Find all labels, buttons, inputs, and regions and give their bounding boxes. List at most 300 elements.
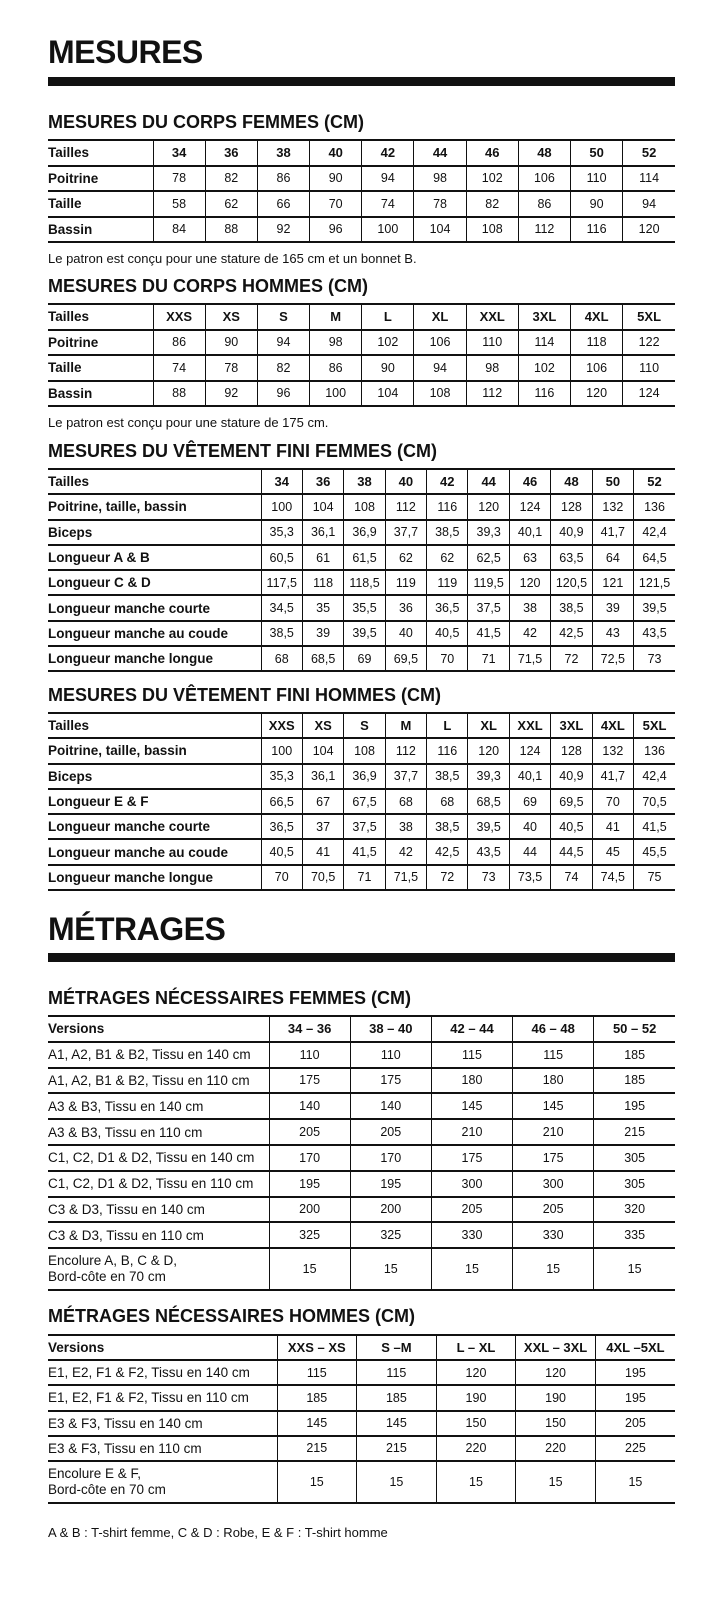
table-cell: 94	[623, 191, 675, 217]
table-cell: 39	[302, 621, 343, 646]
row-label: E3 & F3, Tissu en 140 cm	[48, 1411, 277, 1436]
table-cell: 225	[595, 1436, 675, 1461]
table-cell: 70,5	[302, 865, 343, 890]
table-cell: 62	[385, 545, 426, 570]
table-cell: 38,5	[427, 764, 468, 789]
table-row	[48, 621, 675, 646]
table-row	[48, 570, 675, 595]
row-label: Encolure E & F, Bord-côte en 70 cm	[48, 1461, 277, 1503]
table-cell: 62	[427, 545, 468, 570]
column-header: 44	[414, 140, 466, 166]
table-cell: 320	[594, 1197, 675, 1223]
table-cell: 44	[509, 839, 550, 864]
table-cell: 330	[431, 1222, 512, 1248]
table-cell: 116	[427, 738, 468, 763]
table-cell: 34,5	[261, 595, 302, 620]
table-cell: 115	[277, 1360, 357, 1385]
header-label: Tailles	[48, 469, 261, 494]
table-cell: 210	[431, 1119, 512, 1145]
table-cell: 61,5	[344, 545, 385, 570]
row-label: Biceps	[48, 764, 261, 789]
table-cell: 38,5	[427, 520, 468, 545]
table-cell: 15	[350, 1248, 431, 1290]
column-header: XXL – 3XL	[516, 1335, 596, 1360]
table-row	[48, 381, 675, 407]
table-cell: 90	[362, 355, 414, 381]
table-cell: 100	[362, 217, 414, 243]
table-cell: 72	[427, 865, 468, 890]
table-cell: 86	[153, 330, 205, 356]
table-cell: 35,3	[261, 520, 302, 545]
table-cell: 119,5	[468, 570, 509, 595]
table-cell: 68	[385, 789, 426, 814]
body-women-title: MESURES DU CORPS FEMMES (CM)	[48, 112, 365, 132]
table-row	[48, 646, 675, 671]
table-cell: 220	[436, 1436, 516, 1461]
table-cell: 94	[362, 166, 414, 192]
table-cell: 110	[623, 355, 675, 381]
table-cell: 150	[436, 1411, 516, 1436]
metrages-heading: MÉTRAGES	[48, 911, 226, 947]
table-cell: 136	[634, 738, 675, 763]
table-row	[48, 1042, 675, 1068]
table-row	[48, 1461, 675, 1503]
row-label: Poitrine	[48, 330, 153, 356]
table-cell: 120	[516, 1360, 596, 1385]
table-row	[48, 355, 675, 381]
column-header: 4XL	[592, 713, 633, 738]
table-cell: 67,5	[344, 789, 385, 814]
table-cell: 64,5	[634, 545, 675, 570]
table-cell: 62	[205, 191, 257, 217]
table-cell: 40,9	[551, 520, 592, 545]
table-cell: 106	[518, 166, 570, 192]
table-cell: 98	[466, 355, 518, 381]
table-cell: 104	[414, 217, 466, 243]
table-cell: 96	[310, 217, 362, 243]
table-row	[48, 1436, 675, 1461]
table-cell: 112	[385, 494, 426, 519]
table-row	[48, 1197, 675, 1223]
table-cell: 15	[436, 1461, 516, 1503]
table-cell: 40	[385, 621, 426, 646]
column-header: 4XL –5XL	[595, 1335, 675, 1360]
column-header: 46 – 48	[513, 1016, 594, 1042]
table-row	[48, 1068, 675, 1094]
metrages-rule	[48, 953, 675, 962]
table-cell: 15	[357, 1461, 437, 1503]
table-cell: 121	[592, 570, 633, 595]
table-row	[48, 217, 675, 243]
table-cell: 104	[362, 381, 414, 407]
column-header: L	[427, 713, 468, 738]
table-cell: 75	[634, 865, 675, 890]
table-cell: 67	[302, 789, 343, 814]
table-cell: 40,1	[509, 520, 550, 545]
table-cell: 41,7	[592, 520, 633, 545]
table-cell: 40,5	[551, 814, 592, 839]
row-label: Longueur manche longue	[48, 865, 261, 890]
table-cell: 108	[344, 494, 385, 519]
column-header: XXL	[509, 713, 550, 738]
table-cell: 96	[257, 381, 309, 407]
table-cell: 108	[414, 381, 466, 407]
table-cell: 120	[468, 738, 509, 763]
header-label: Versions	[48, 1016, 269, 1042]
column-header: S –M	[357, 1335, 437, 1360]
table-cell: 73	[468, 865, 509, 890]
column-header: 42 – 44	[431, 1016, 512, 1042]
table-cell: 40,5	[427, 621, 468, 646]
table-row	[48, 1411, 675, 1436]
table-cell: 112	[385, 738, 426, 763]
column-header: L	[362, 304, 414, 330]
table-cell: 220	[516, 1436, 596, 1461]
table-cell: 102	[466, 166, 518, 192]
table-cell: 100	[261, 738, 302, 763]
table-cell: 78	[153, 166, 205, 192]
table-cell: 60,5	[261, 545, 302, 570]
header-label: Tailles	[48, 713, 261, 738]
table-cell: 102	[362, 330, 414, 356]
column-header: S	[257, 304, 309, 330]
row-label: E1, E2, F1 & F2, Tissu en 140 cm	[48, 1360, 277, 1385]
row-label: Longueur manche courte	[48, 814, 261, 839]
table-cell: 115	[513, 1042, 594, 1068]
table-cell: 88	[205, 217, 257, 243]
table-cell: 215	[277, 1436, 357, 1461]
row-label: Bassin	[48, 381, 153, 407]
table-cell: 120	[571, 381, 623, 407]
table-cell: 36,9	[344, 520, 385, 545]
row-label: E3 & F3, Tissu en 110 cm	[48, 1436, 277, 1461]
table-cell: 68	[261, 646, 302, 671]
table-cell: 82	[466, 191, 518, 217]
table-cell: 69,5	[385, 646, 426, 671]
yardage-men-table	[48, 1334, 675, 1504]
row-label: A1, A2, B1 & B2, Tissu en 110 cm	[48, 1068, 269, 1094]
table-cell: 73,5	[509, 865, 550, 890]
table-cell: 94	[257, 330, 309, 356]
table-row	[48, 545, 675, 570]
row-label: A3 & B3, Tissu en 110 cm	[48, 1119, 269, 1145]
table-cell: 74,5	[592, 865, 633, 890]
table-cell: 114	[518, 330, 570, 356]
table-cell: 43,5	[634, 621, 675, 646]
table-cell: 170	[350, 1145, 431, 1171]
table-row	[48, 1119, 675, 1145]
table-cell: 39,3	[468, 520, 509, 545]
table-cell: 36,1	[302, 764, 343, 789]
column-header: 3XL	[518, 304, 570, 330]
table-cell: 104	[302, 738, 343, 763]
garment-women-title: MESURES DU VÊTEMENT FINI FEMMES (CM)	[48, 441, 438, 461]
column-header: 50	[571, 140, 623, 166]
table-cell: 71,5	[509, 646, 550, 671]
table-cell: 335	[594, 1222, 675, 1248]
table-cell: 140	[350, 1093, 431, 1119]
garment-men-table	[48, 712, 675, 891]
table-cell: 38	[385, 814, 426, 839]
row-label: Poitrine, taille, bassin	[48, 494, 261, 519]
table-cell: 37	[302, 814, 343, 839]
table-header-row	[48, 1335, 675, 1360]
row-label: Poitrine, taille, bassin	[48, 738, 261, 763]
table-cell: 100	[261, 494, 302, 519]
table-cell: 36	[385, 595, 426, 620]
table-cell: 128	[551, 494, 592, 519]
table-cell: 70	[427, 646, 468, 671]
table-cell: 117,5	[261, 570, 302, 595]
column-header: 40	[385, 469, 426, 494]
table-cell: 86	[257, 166, 309, 192]
table-cell: 70	[261, 865, 302, 890]
row-label: Longueur manche longue	[48, 646, 261, 671]
table-cell: 120	[436, 1360, 516, 1385]
table-cell: 38,5	[551, 595, 592, 620]
table-cell: 42,4	[634, 520, 675, 545]
column-header: 38 – 40	[350, 1016, 431, 1042]
table-cell: 136	[634, 494, 675, 519]
table-row	[48, 1360, 675, 1385]
table-cell: 124	[623, 381, 675, 407]
table-cell: 39,5	[344, 621, 385, 646]
garment-men-title: MESURES DU VÊTEMENT FINI HOMMES (CM)	[48, 685, 442, 705]
table-cell: 38,5	[427, 814, 468, 839]
table-cell: 175	[513, 1145, 594, 1171]
table-cell: 175	[350, 1068, 431, 1094]
table-cell: 41,7	[592, 764, 633, 789]
row-label: C3 & D3, Tissu en 140 cm	[48, 1197, 269, 1223]
yardage-men-title: MÉTRAGES NÉCESSAIRES HOMMES (CM)	[48, 1306, 416, 1326]
table-row	[48, 1093, 675, 1119]
table-cell: 195	[594, 1093, 675, 1119]
row-label: Taille	[48, 191, 153, 217]
table-cell: 305	[594, 1145, 675, 1171]
table-cell: 115	[431, 1042, 512, 1068]
header-label: Tailles	[48, 140, 153, 166]
row-label: Taille	[48, 355, 153, 381]
yardage-women-title: MÉTRAGES NÉCESSAIRES FEMMES (CM)	[48, 988, 412, 1008]
table-cell: 45,5	[634, 839, 675, 864]
table-cell: 78	[414, 191, 466, 217]
row-label: Encolure A, B, C & D, Bord-côte en 70 cm	[48, 1248, 269, 1290]
table-cell: 112	[518, 217, 570, 243]
column-header: M	[310, 304, 362, 330]
table-cell: 15	[431, 1248, 512, 1290]
table-cell: 42	[509, 621, 550, 646]
table-cell: 40	[509, 814, 550, 839]
table-cell: 45	[592, 839, 633, 864]
table-cell: 39,3	[468, 764, 509, 789]
table-cell: 43,5	[468, 839, 509, 864]
table-cell: 170	[269, 1145, 350, 1171]
table-cell: 71	[344, 865, 385, 890]
row-label: Longueur manche courte	[48, 595, 261, 620]
table-cell: 64	[592, 545, 633, 570]
table-cell: 205	[350, 1119, 431, 1145]
column-header: 52	[634, 469, 675, 494]
table-cell: 102	[518, 355, 570, 381]
column-header: 5XL	[623, 304, 675, 330]
table-cell: 300	[431, 1171, 512, 1197]
table-cell: 36,9	[344, 764, 385, 789]
table-cell: 100	[310, 381, 362, 407]
table-cell: 15	[513, 1248, 594, 1290]
garment-women-table	[48, 468, 675, 672]
table-cell: 200	[350, 1197, 431, 1223]
table-cell: 40,9	[551, 764, 592, 789]
table-row	[48, 1248, 675, 1290]
table-cell: 72	[551, 646, 592, 671]
table-cell: 78	[205, 355, 257, 381]
column-header: 38	[344, 469, 385, 494]
row-label: C1, C2, D1 & D2, Tissu en 110 cm	[48, 1171, 269, 1197]
table-header-row	[48, 469, 675, 494]
table-cell: 63,5	[551, 545, 592, 570]
table-cell: 68,5	[468, 789, 509, 814]
row-label: Poitrine	[48, 166, 153, 192]
table-cell: 68,5	[302, 646, 343, 671]
table-cell: 41,5	[344, 839, 385, 864]
column-header: 42	[427, 469, 468, 494]
table-cell: 36,5	[427, 595, 468, 620]
table-cell: 118,5	[344, 570, 385, 595]
table-row	[48, 865, 675, 890]
table-cell: 124	[509, 494, 550, 519]
table-cell: 90	[205, 330, 257, 356]
table-cell: 42,5	[551, 621, 592, 646]
column-header: 46	[509, 469, 550, 494]
table-cell: 37,7	[385, 764, 426, 789]
table-cell: 63	[509, 545, 550, 570]
table-row	[48, 330, 675, 356]
column-header: S	[344, 713, 385, 738]
table-cell: 70	[592, 789, 633, 814]
table-cell: 116	[571, 217, 623, 243]
table-cell: 122	[623, 330, 675, 356]
column-header: 38	[257, 140, 309, 166]
column-header: 50 – 52	[594, 1016, 675, 1042]
row-label: C3 & D3, Tissu en 110 cm	[48, 1222, 269, 1248]
table-cell: 110	[269, 1042, 350, 1068]
table-cell: 15	[516, 1461, 596, 1503]
row-label: Biceps	[48, 520, 261, 545]
table-cell: 42,5	[427, 839, 468, 864]
table-cell: 15	[594, 1248, 675, 1290]
footer-note: A & B : T-shirt femme, C & D : Robe, E & F : T-shirt homme	[48, 1525, 388, 1540]
table-cell: 15	[595, 1461, 675, 1503]
column-header: L – XL	[436, 1335, 516, 1360]
row-label: Bassin	[48, 217, 153, 243]
table-cell: 41,5	[634, 814, 675, 839]
column-header: 46	[466, 140, 518, 166]
table-cell: 37,5	[344, 814, 385, 839]
column-header: 36	[302, 469, 343, 494]
table-cell: 58	[153, 191, 205, 217]
row-label: C1, C2, D1 & D2, Tissu en 140 cm	[48, 1145, 269, 1171]
table-row	[48, 494, 675, 519]
table-cell: 215	[357, 1436, 437, 1461]
column-header: XS	[302, 713, 343, 738]
column-header: M	[385, 713, 426, 738]
table-cell: 185	[594, 1068, 675, 1094]
column-header: 44	[468, 469, 509, 494]
column-header: XS	[205, 304, 257, 330]
table-cell: 66	[257, 191, 309, 217]
table-row	[48, 191, 675, 217]
table-header-row	[48, 713, 675, 738]
column-header: 40	[310, 140, 362, 166]
column-header: XXS	[153, 304, 205, 330]
table-cell: 110	[466, 330, 518, 356]
table-cell: 69	[344, 646, 385, 671]
column-header: 5XL	[634, 713, 675, 738]
mesures-rule	[48, 77, 675, 86]
mesures-heading: MESURES	[48, 34, 203, 70]
table-cell: 35,3	[261, 764, 302, 789]
table-cell: 38	[509, 595, 550, 620]
table-cell: 104	[302, 494, 343, 519]
table-cell: 35,5	[344, 595, 385, 620]
table-cell: 114	[623, 166, 675, 192]
table-cell: 185	[277, 1385, 357, 1410]
column-header: 4XL	[571, 304, 623, 330]
table-cell: 69,5	[551, 789, 592, 814]
table-cell: 72,5	[592, 646, 633, 671]
table-cell: 121,5	[634, 570, 675, 595]
table-cell: 90	[310, 166, 362, 192]
table-row	[48, 814, 675, 839]
table-cell: 115	[357, 1360, 437, 1385]
column-header: XL	[414, 304, 466, 330]
table-cell: 66,5	[261, 789, 302, 814]
table-cell: 116	[518, 381, 570, 407]
table-cell: 61	[302, 545, 343, 570]
column-header: 48	[551, 469, 592, 494]
table-cell: 150	[516, 1411, 596, 1436]
table-cell: 205	[595, 1411, 675, 1436]
table-cell: 145	[277, 1411, 357, 1436]
table-row	[48, 1171, 675, 1197]
table-cell: 82	[257, 355, 309, 381]
table-cell: 74	[362, 191, 414, 217]
row-label: Longueur A & B	[48, 545, 261, 570]
table-cell: 119	[385, 570, 426, 595]
table-cell: 68	[427, 789, 468, 814]
table-cell: 116	[427, 494, 468, 519]
table-cell: 41	[302, 839, 343, 864]
table-cell: 82	[205, 166, 257, 192]
row-label: Longueur manche au coude	[48, 839, 261, 864]
table-cell: 330	[513, 1222, 594, 1248]
table-cell: 110	[350, 1042, 431, 1068]
table-header-row	[48, 304, 675, 330]
table-cell: 175	[431, 1145, 512, 1171]
table-cell: 300	[513, 1171, 594, 1197]
table-cell: 145	[357, 1411, 437, 1436]
column-header: 34	[261, 469, 302, 494]
table-row	[48, 738, 675, 763]
table-cell: 108	[344, 738, 385, 763]
table-cell: 40,5	[261, 839, 302, 864]
table-cell: 43	[592, 621, 633, 646]
table-cell: 118	[302, 570, 343, 595]
table-cell: 44,5	[551, 839, 592, 864]
row-label: Longueur manche au coude	[48, 621, 261, 646]
table-cell: 39,5	[468, 814, 509, 839]
table-cell: 86	[518, 191, 570, 217]
